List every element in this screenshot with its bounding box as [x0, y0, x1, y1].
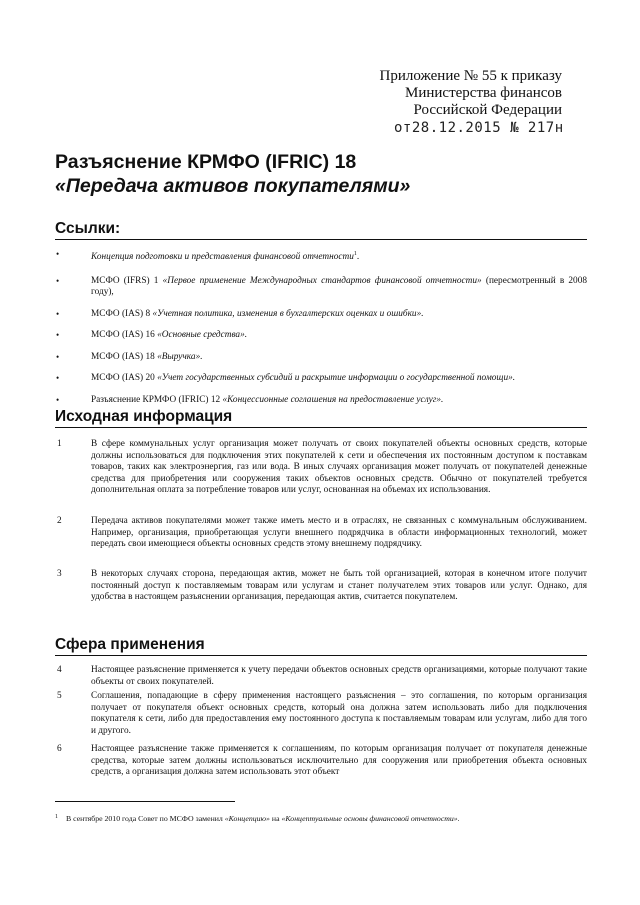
paragraph-number: 2	[57, 516, 62, 526]
paragraph-text: Настоящее разъяснение также применяется к соглашениям, по которым организация получает от покупателя денежные средства, которые затем должны использоваться исключительно для сооружения или приобретения объекта основных средств, а организация должна затем использовать этот объект	[91, 744, 587, 777]
bullet-icon: •	[56, 351, 60, 362]
paragraph-2	[55, 516, 587, 551]
reference-item	[55, 276, 587, 299]
reference-text: «Первое применение Международных стандартов финансовой отчетности»	[162, 275, 482, 286]
paragraph-text: В некоторых случаях сторона, передающая актив, может не быть той организацией, которая в конечном итоге получит постоянный доступ к поставляемым товарам или услугам и станет получателем этих товаров или услуг. Однако, для удобства в настоящем разъяснении организация, передающая актив, считается покупателем.	[91, 569, 587, 602]
paragraph-number: 4	[57, 665, 62, 675]
footnote-italic-part: «Концепцию»	[224, 814, 270, 823]
paragraph-3	[55, 569, 587, 604]
bullet-icon: •	[56, 330, 60, 341]
footnote-text-part: В сентябре 2010 года Совет по МСФО заменил	[66, 814, 225, 823]
appendix-line-3: Российской Федерации	[413, 102, 562, 118]
footnote-mark: 1	[55, 814, 58, 820]
reference-prefix: МСФО (IFRS) 1	[91, 275, 159, 286]
footnote	[55, 814, 595, 824]
reference-item	[55, 373, 587, 385]
paragraph-1	[55, 439, 587, 497]
reference-item	[55, 352, 587, 364]
background-heading: Исходная информация	[55, 408, 587, 428]
reference-prefix: Разъяснение КРМФО (IFRIC) 12	[91, 394, 221, 405]
footnote-italic-part: «Концептуальные основы финансовой отчетности».	[281, 814, 460, 823]
paragraph-text: Передача активов покупателями может также иметь место и в отраслях, не связанных с коммунальным обслуживанием. Например, организация, приобретающая услуги внешнего подрядчика в области информационных технологий, может передать свои имеющиеся объекты основных средств этому внешнему подрядчику.	[91, 516, 587, 549]
reference-item	[55, 249, 587, 264]
reference-prefix: МСФО (IAS) 16	[91, 330, 155, 341]
paragraph-text: В сфере коммунальных услуг организация может получать от своих покупателей объекты основных средств, которые должны использоваться для подключения этих покупателей к сети и обеспечения их постоянным доступом к поставкам товаров, таких как электроэнергия, газ или вода. В иных случаях организация может получать от покупателей денежные средства для приобретения или сооружения таких объектов основных средств. Обычно от покупателей требуется дополнительная оплата за потребление товаров или услуг, основанная на объемах их использования.	[91, 439, 587, 495]
paragraph-number: 1	[57, 439, 62, 449]
reference-prefix: МСФО (IAS) 8	[91, 308, 151, 319]
references-heading: Ссылки:	[55, 220, 587, 240]
appendix-note	[380, 68, 563, 119]
references-list	[55, 249, 587, 406]
paragraph-number: 3	[57, 569, 62, 579]
reference-text: «Основные средства».	[157, 330, 248, 341]
paragraph-text: Настоящее разъяснение применяется к учету передачи объектов основных средств организациями, которые получают такие объекты от своих покупателей.	[91, 665, 587, 687]
footnote-divider	[55, 801, 235, 802]
reference-item	[55, 330, 587, 342]
bullet-icon: •	[56, 308, 60, 319]
reference-item	[55, 395, 587, 407]
scope-heading: Сфера применения	[55, 636, 587, 656]
reference-item	[55, 309, 587, 321]
reference-prefix: МСФО (IAS) 18	[91, 351, 155, 362]
paragraph-number: 5	[57, 691, 62, 701]
reference-suffix: .	[356, 252, 360, 263]
reference-suffix: (пересмотренный в 2008 году),	[91, 275, 588, 298]
footnote-text-part: на	[269, 814, 282, 823]
paragraph-6	[55, 744, 587, 779]
bullet-icon: •	[56, 373, 60, 384]
reference-text: «Учетная политика, изменения в бухгалтерских оценках и ошибки».	[152, 308, 424, 319]
appendix-line-2: Министерства финансов	[405, 85, 562, 101]
paragraph-4	[55, 665, 587, 688]
reference-prefix: МСФО (IAS) 20	[91, 373, 155, 384]
bullet-icon: •	[56, 394, 60, 405]
reference-text: «Выручка».	[157, 351, 203, 362]
paragraph-number: 6	[57, 744, 62, 754]
footnote-ref: 1	[353, 251, 357, 257]
appendix-line-1: Приложение № 55 к приказу	[379, 68, 562, 84]
footnote-text	[66, 814, 595, 824]
bullet-icon: •	[56, 249, 60, 259]
document-subtitle: «Передача активов покупателями»	[55, 175, 411, 197]
paragraph-text: Соглашения, попадающие в сферу применения настоящего разъяснения – это соглашения, по которым организация получает от покупателя объект основных средств, который она должна затем использовать либо для подключения покупателя к сети, либо для предоставления ему постоянного доступа к поставляемым товарам или услугам, либо для того и другого.	[91, 691, 587, 736]
paragraph-5	[55, 691, 587, 737]
bullet-icon: •	[56, 275, 60, 286]
reference-text: «Учет государственных субсидий и раскрытие информации о государственной помощи».	[157, 373, 516, 384]
reference-text: Концепция подготовки и представления финансовой отчетности	[91, 252, 354, 263]
order-date-stamp: от28.12.2015 № 217н	[394, 120, 564, 136]
document-title: Разъяснение КРМФО (IFRIC) 18	[55, 151, 357, 173]
reference-text: «Концессионные соглашения на предоставление услуг».	[222, 394, 444, 405]
